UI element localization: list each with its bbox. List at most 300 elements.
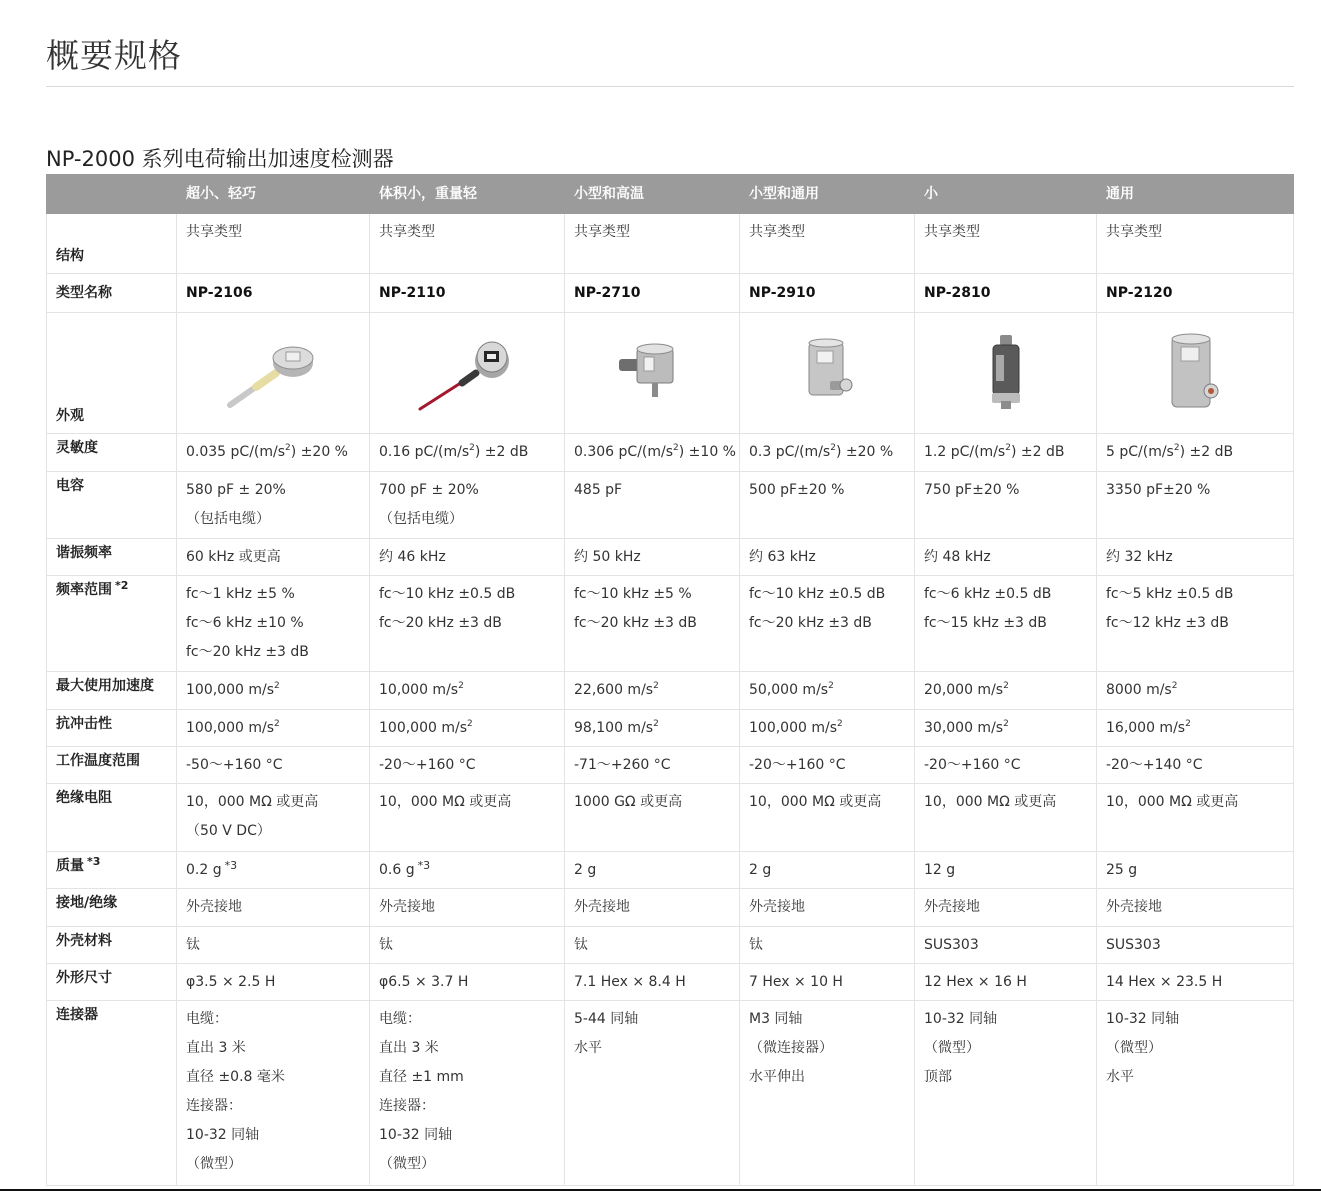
cell-text: ) ±20 % [835, 444, 894, 460]
header-cell: 小型和高温 [565, 175, 740, 214]
table-row [47, 852, 1294, 889]
cell-line: 10-32 同轴 [186, 1127, 260, 1143]
table-row [47, 214, 1294, 274]
cell-line: 水平伸出 [749, 1069, 805, 1085]
cell-line: （微型） [1106, 1040, 1162, 1056]
cell-line: （微型） [379, 1156, 435, 1172]
superscript: 2 [467, 719, 473, 729]
capacitance-cell [177, 472, 370, 539]
cell-value [574, 438, 736, 467]
grounding-cell [370, 889, 565, 927]
cell-text: 2 g [574, 862, 597, 878]
sensitivity-cell [370, 434, 565, 472]
cell-line: 直出 3 米 [379, 1040, 439, 1056]
cell-value [749, 676, 905, 705]
cell-line: 10，000 MΩ 或更高 [186, 794, 319, 810]
row-label-text: 灵敏度 [56, 440, 98, 456]
cell-value [1106, 856, 1284, 885]
header-row [47, 175, 1294, 214]
cell-line: 3350 pF±20 % [1106, 482, 1211, 498]
table-row [47, 313, 1294, 434]
resonance-cell [177, 539, 370, 576]
cable-sensor-icon [218, 333, 328, 413]
cell-line: （微型） [924, 1040, 980, 1056]
title-divider [46, 86, 1294, 87]
row-label: 外观 [47, 313, 177, 434]
cell-line: fc～10 kHz ±5 % [574, 586, 692, 602]
cell-value [924, 856, 1087, 885]
material-cell [177, 927, 370, 964]
cell-value [186, 856, 360, 885]
sensitivity-cell [565, 434, 740, 472]
cell-value: -20～+140 °C [1106, 757, 1203, 773]
table-row [47, 710, 1294, 747]
cell-value [749, 438, 905, 467]
appearance-cell [177, 313, 370, 434]
bottom-divider [0, 1189, 1321, 1191]
cell-line: 电缆： [186, 1011, 228, 1027]
mass-cell [177, 852, 370, 889]
table-row [47, 576, 1294, 672]
cell-value [924, 438, 1087, 467]
appearance-cell [370, 313, 565, 434]
table-row [47, 274, 1294, 313]
cell-value [574, 714, 730, 743]
top-connector-sensor-icon [951, 333, 1061, 413]
row-label [47, 672, 177, 710]
cell-value [924, 676, 1087, 705]
cell-text: 1.2 pC/(m/s [924, 444, 1006, 460]
resonance-cell [1097, 539, 1294, 576]
cell-value: 外壳接地 [186, 899, 242, 915]
cylinder-sensor-icon [772, 333, 882, 413]
cell-value [379, 438, 555, 467]
insulation-cell [370, 784, 565, 852]
cell-line: 5-44 同轴 [574, 1011, 639, 1027]
cell-text: 12 g [924, 862, 956, 878]
row-label [47, 784, 177, 852]
footnote-mark: *3 [224, 859, 238, 872]
cell-value: 钛 [749, 937, 763, 953]
cell-line: fc～5 kHz ±0.5 dB [1106, 586, 1234, 602]
cell-value: 约 50 kHz [574, 549, 641, 565]
cell-value: 钛 [186, 937, 200, 953]
shock-cell [565, 710, 740, 747]
cell-line: fc～20 kHz ±3 dB [749, 615, 872, 631]
cell-line: 10-32 同轴 [924, 1011, 998, 1027]
cell-text: 100,000 m/s [186, 720, 274, 736]
cell-text: 100,000 m/s [186, 682, 274, 698]
cell-line: （50 V DC） [186, 823, 271, 839]
shock-cell [1097, 710, 1294, 747]
superscript: 2 [458, 681, 464, 691]
material-cell [1097, 927, 1294, 964]
cell-text: ) ±2 dB [1179, 444, 1234, 460]
appearance-cell [565, 313, 740, 434]
cell-line: fc～6 kHz ±10 % [186, 615, 304, 631]
temp-cell [370, 747, 565, 784]
superscript: 2 [837, 719, 843, 729]
cell-text: 30,000 m/s [924, 720, 1004, 736]
cell-line: （微型） [186, 1156, 242, 1172]
row-label: 结构 [47, 214, 177, 274]
cell-value: 外壳接地 [574, 899, 630, 915]
grounding-cell [565, 889, 740, 927]
structure-cell: 共享类型 [915, 214, 1097, 274]
superscript: 2 [673, 443, 679, 453]
superscript: 2 [469, 443, 475, 453]
cell-text: 20,000 m/s [924, 682, 1004, 698]
cell-line: （微连接器） [749, 1040, 833, 1056]
model-cell: NP-2120 [1097, 274, 1294, 313]
cell-line: 顶部 [924, 1069, 952, 1085]
superscript: 2 [274, 719, 280, 729]
appearance-cell [915, 313, 1097, 434]
cell-value: 约 48 kHz [924, 549, 991, 565]
cell-text: 0.306 pC/(m/s [574, 444, 674, 460]
cell-line: 500 pF±20 % [749, 482, 845, 498]
cell-value: φ3.5 × 2.5 H [186, 974, 276, 990]
superscript: 2 [274, 681, 280, 691]
sensitivity-cell [177, 434, 370, 472]
cell-line: 电缆： [379, 1011, 421, 1027]
mass-cell [740, 852, 915, 889]
insulation-cell [740, 784, 915, 852]
cell-line: fc～20 kHz ±3 dB [186, 644, 309, 660]
resonance-cell [565, 539, 740, 576]
table-row [47, 672, 1294, 710]
cell-text: 50,000 m/s [749, 682, 829, 698]
freq_range-cell [565, 576, 740, 672]
cell-line: fc～10 kHz ±0.5 dB [379, 586, 516, 602]
superscript: 2 [1185, 719, 1191, 729]
cell-value: 外壳接地 [924, 899, 980, 915]
header-cell: 小 [915, 175, 1097, 214]
footnote-mark: *3 [417, 859, 431, 872]
row-label [47, 889, 177, 927]
cell-line: 水平 [1106, 1069, 1134, 1085]
cell-line: fc～20 kHz ±3 dB [574, 615, 697, 631]
cell-line: 10，000 MΩ 或更高 [1106, 794, 1239, 810]
cell-line: 700 pF ± 20% [379, 482, 479, 498]
cell-value: 12 Hex × 16 H [924, 974, 1027, 990]
model-cell: NP-2910 [740, 274, 915, 313]
sensitivity-cell [915, 434, 1097, 472]
mass-cell [1097, 852, 1294, 889]
cell-value: -20～+160 °C [924, 757, 1021, 773]
appearance-cell [1097, 313, 1294, 434]
cell-line: 10-32 同轴 [1106, 1011, 1180, 1027]
table-row [47, 1001, 1294, 1186]
cell-text: ) ±10 % [678, 444, 736, 460]
header-cell: 小型和通用 [740, 175, 915, 214]
dimensions-cell [565, 964, 740, 1001]
connector-cell [915, 1001, 1097, 1186]
structure-cell: 共享类型 [370, 214, 565, 274]
table-row [47, 784, 1294, 852]
header-cell: 通用 [1097, 175, 1294, 214]
cell-value [186, 438, 360, 467]
capacitance-cell [565, 472, 740, 539]
cell-text: 0.6 g [379, 862, 415, 878]
cell-value [749, 856, 905, 885]
superscript: 2 [830, 443, 836, 453]
row-label-text: 质量 [56, 858, 84, 874]
dimensions-cell [177, 964, 370, 1001]
mass-cell [565, 852, 740, 889]
row-label-text: 连接器 [56, 1007, 98, 1023]
max_accel-cell [740, 672, 915, 710]
row-label [47, 710, 177, 747]
cell-value: 7.1 Hex × 8.4 H [574, 974, 686, 990]
cell-value: -50～+160 °C [186, 757, 283, 773]
cell-text: ) ±2 dB [474, 444, 529, 460]
resonance-cell [915, 539, 1097, 576]
mass-cell [370, 852, 565, 889]
cell-text: 100,000 m/s [749, 720, 837, 736]
superscript: 2 [828, 681, 834, 691]
cell-value: 约 32 kHz [1106, 549, 1173, 565]
cell-value [379, 714, 555, 743]
cell-value: 外壳接地 [1106, 899, 1162, 915]
cell-value [186, 676, 360, 705]
max_accel-cell [370, 672, 565, 710]
connector-cell [565, 1001, 740, 1186]
cell-text: 100,000 m/s [379, 720, 467, 736]
row-label [47, 927, 177, 964]
cell-value: 7 Hex × 10 H [749, 974, 843, 990]
cell-value: -20～+160 °C [749, 757, 846, 773]
capacitance-cell [370, 472, 565, 539]
sensitivity-cell [1097, 434, 1294, 472]
cell-value: 外壳接地 [379, 899, 435, 915]
cell-text: 10,000 m/s [379, 682, 459, 698]
row-label [47, 964, 177, 1001]
temp-cell [915, 747, 1097, 784]
section-title: NP-2000 系列电荷输出加速度检测器 [46, 147, 394, 171]
grounding-cell [740, 889, 915, 927]
max_accel-cell [177, 672, 370, 710]
max_accel-cell [565, 672, 740, 710]
mass-cell [915, 852, 1097, 889]
table-row [47, 434, 1294, 472]
temp-cell [1097, 747, 1294, 784]
superscript: 2 [1003, 719, 1009, 729]
side-connector-sensor-icon [597, 333, 707, 413]
resonance-cell [740, 539, 915, 576]
cell-value: 外壳接地 [749, 899, 805, 915]
row-label [47, 539, 177, 576]
cell-value: SUS303 [1106, 937, 1161, 953]
temp-cell [565, 747, 740, 784]
cell-value: 60 kHz 或更高 [186, 549, 281, 565]
insulation-cell [177, 784, 370, 852]
row-label [47, 576, 177, 672]
cell-value: -20～+160 °C [379, 757, 476, 773]
cell-line: M3 同轴 [749, 1011, 803, 1027]
cell-value [749, 714, 905, 743]
row-label-text: 最大使用加速度 [56, 678, 154, 694]
cell-line: 1000 GΩ 或更高 [574, 794, 683, 810]
freq_range-cell [177, 576, 370, 672]
material-cell [370, 927, 565, 964]
cell-line: 10-32 同轴 [379, 1127, 453, 1143]
superscript: 2 [1003, 681, 1009, 691]
shock-cell [740, 710, 915, 747]
cell-value [574, 676, 730, 705]
structure-cell: 共享类型 [565, 214, 740, 274]
model-cell: NP-2106 [177, 274, 370, 313]
superscript: 2 [653, 681, 659, 691]
cell-text: ) ±20 % [290, 444, 348, 460]
superscript: 2 [1005, 443, 1011, 453]
dimensions-cell [370, 964, 565, 1001]
table-row [47, 964, 1294, 1001]
row-label-text: 频率范围 [56, 582, 112, 598]
material-cell [565, 927, 740, 964]
insulation-cell [565, 784, 740, 852]
cell-line: 直径 ±0.8 毫米 [186, 1069, 285, 1085]
row-label [47, 852, 177, 889]
page-title: 概要规格 [46, 36, 182, 75]
resonance-cell [370, 539, 565, 576]
structure-cell: 共享类型 [177, 214, 370, 274]
header-cell: 体积小，重量轻 [370, 175, 565, 214]
cell-line: 连接器： [379, 1098, 435, 1114]
cell-text: 5 pC/(m/s [1106, 444, 1174, 460]
cell-value: 约 63 kHz [749, 549, 816, 565]
max_accel-cell [1097, 672, 1294, 710]
structure-cell: 共享类型 [740, 214, 915, 274]
cell-value: 钛 [379, 937, 393, 953]
dimensions-cell [1097, 964, 1294, 1001]
spec-table [46, 174, 1294, 1186]
row-label-text: 接地/绝缘 [56, 895, 118, 911]
cell-line: 10，000 MΩ 或更高 [749, 794, 882, 810]
cell-text: 0.16 pC/(m/s [379, 444, 470, 460]
cell-value [186, 714, 360, 743]
structure-cell: 共享类型 [1097, 214, 1294, 274]
header-cell-empty [47, 175, 177, 214]
sensitivity-cell [740, 434, 915, 472]
cell-value: 钛 [574, 937, 588, 953]
row-label [47, 747, 177, 784]
cell-line: fc～15 kHz ±3 dB [924, 615, 1047, 631]
cell-text: ) ±2 dB [1010, 444, 1065, 460]
cell-line: 580 pF ± 20% [186, 482, 286, 498]
table-row [47, 889, 1294, 927]
model-cell: NP-2810 [915, 274, 1097, 313]
appearance-cell [740, 313, 915, 434]
capacitance-cell [1097, 472, 1294, 539]
cell-value: 约 46 kHz [379, 549, 446, 565]
freq_range-cell [370, 576, 565, 672]
table-row [47, 927, 1294, 964]
header-cell: 超小、轻巧 [177, 175, 370, 214]
row-label-text: 电容 [56, 478, 84, 494]
row-label-text: 外壳材料 [56, 933, 112, 949]
freq_range-cell [1097, 576, 1294, 672]
cell-line: 750 pF±20 % [924, 482, 1020, 498]
cell-text: 98,100 m/s [574, 720, 654, 736]
tall-cylinder-sensor-icon [1140, 333, 1250, 413]
cable-sensor-red-icon [412, 333, 522, 413]
insulation-cell [1097, 784, 1294, 852]
model-cell: NP-2110 [370, 274, 565, 313]
row-label-text: 绝缘电阻 [56, 790, 112, 806]
cell-text: 2 g [749, 862, 772, 878]
cell-line: fc～6 kHz ±0.5 dB [924, 586, 1052, 602]
freq_range-cell [915, 576, 1097, 672]
capacitance-cell [740, 472, 915, 539]
row-label [47, 1001, 177, 1186]
row-label-text: 谐振频率 [56, 545, 112, 561]
cell-text: 0.2 g [186, 862, 222, 878]
superscript: 2 [285, 443, 291, 453]
cell-line: （包括电缆） [186, 511, 270, 527]
superscript: 2 [1173, 443, 1180, 453]
cell-line: fc～12 kHz ±3 dB [1106, 615, 1229, 631]
material-cell [740, 927, 915, 964]
grounding-cell [1097, 889, 1294, 927]
material-cell [915, 927, 1097, 964]
model-cell: NP-2710 [565, 274, 740, 313]
connector-cell [1097, 1001, 1294, 1186]
row-label-text: 工作温度范围 [56, 753, 140, 769]
cell-value [1106, 676, 1284, 705]
cell-value: SUS303 [924, 937, 979, 953]
cell-line: 直出 3 米 [186, 1040, 246, 1056]
cell-line: （包括电缆） [379, 511, 463, 527]
max_accel-cell [915, 672, 1097, 710]
temp-cell [740, 747, 915, 784]
cell-line: 10，000 MΩ 或更高 [379, 794, 512, 810]
row-label: 类型名称 [47, 274, 177, 313]
superscript: 2 [1171, 681, 1178, 691]
cell-value [1106, 438, 1284, 467]
cell-text: 16,000 m/s [1106, 720, 1186, 736]
footnote-mark: *2 [115, 579, 129, 592]
cell-line: fc～20 kHz ±3 dB [379, 615, 502, 631]
grounding-cell [177, 889, 370, 927]
connector-cell [740, 1001, 915, 1186]
spec-table-body [47, 214, 1294, 1186]
table-row [47, 472, 1294, 539]
freq_range-cell [740, 576, 915, 672]
cell-line: 直径 ±1 mm [379, 1069, 464, 1085]
cell-line: 水平 [574, 1040, 602, 1056]
insulation-cell [915, 784, 1097, 852]
cell-value [379, 676, 555, 705]
cell-value [379, 856, 555, 885]
connector-cell [370, 1001, 565, 1186]
cell-value: φ6.5 × 3.7 H [379, 974, 469, 990]
connector-cell [177, 1001, 370, 1186]
cell-value [924, 714, 1087, 743]
cell-value [574, 856, 730, 885]
shock-cell [370, 710, 565, 747]
cell-text: 0.3 pC/(m/s [749, 444, 831, 460]
cell-value: -71～+260 °C [574, 757, 671, 773]
cell-text: 25 g [1106, 862, 1138, 878]
row-label-text: 外形尺寸 [56, 970, 112, 986]
dimensions-cell [740, 964, 915, 1001]
table-row [47, 539, 1294, 576]
cell-line: 10，000 MΩ 或更高 [924, 794, 1057, 810]
cell-text: 8000 m/s [1106, 682, 1172, 698]
footnote-mark: *3 [87, 855, 101, 868]
cell-value: 14 Hex × 23.5 H [1106, 974, 1223, 990]
